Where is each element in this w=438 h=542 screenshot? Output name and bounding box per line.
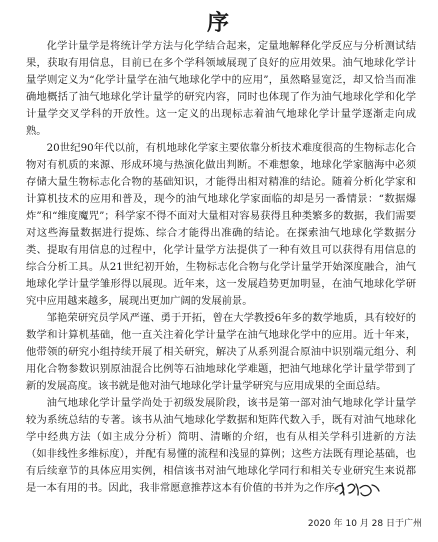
paragraph-2: 20世纪90年代以前，有机地球化学家主要依靠分析技术难度很高的生物标志化合物对有机质的来源、形成环境与热演化做出判断。不难想象，地球化学家脑海中必须存储大量生物标志化合物的基础知识，才能得出相对精准的结论。随着分析化学家和计算机技术的应用和普及，现今的油气地球化学家面临的却是另一番情景：“数据爆炸”和“维度魔咒”；科学家不得不面对大量相对容易获得且种类繁多的数据，我们需要对这些海量数据进行提炼、综合才能得出准确的结论。在探索油气地球化学数据分类、提取有用信息的过程中，化学计量学方法提供了一种有效且可以获得有用信息的综合分析工具。从21世纪初开始，生物标志化合物与化学计量学开始深度融合，油气地球化学计量学雏形得以展现。近年来，这一发展趋势更加明显，在油气地球化学研究中应用越来越多，展现出更加广阔的发展前景。 (26, 142, 416, 307)
preface-date: 2020 年 10 月 28 日于广州 (307, 519, 422, 529)
paragraph-3: 邹艳荣研究员学风严谨、勇于开拓，曾在大学教授6年多的数学地质，具有较好的数学和计算机基础，他一直关注着化学计量学在油气地球化学中的应用。近十年来，他带领的研究小组持续开展了相关研究，解决了从系列混合原油中识别端元组分、利用化合物参数识别原油混合比例等石油地球化学难题，把油气地球化学计量学带到了新的发展高度。该书就是他对油气地球化学计量学研究与应用成果的全面总结。 (26, 312, 416, 392)
preface-body (26, 38, 416, 497)
paragraph-4: 油气地球化学计量学尚处于初级发展阶段，该书是第一部对油气地球化学计量学较为系统总结的专著。该书从油气地球化学数据和矩阵代数入手，既有对油气地球化学中经典方法（如主成分分析）简明、清晰的介绍，也有从相关学科引进新的方法（如非线性多维标度），并配有易懂的流程和浅显的算例；这些方法既有理论基础，也有后续章节的具体应用实例，相信该书对油气地球化学同行和相关专业研究生来说都是一本有用的书。因此，我非常愿意推荐这本有价值的书并为之作序。 (26, 397, 416, 494)
page-title: 序 (206, 11, 231, 36)
paragraph-1: 化学计量学是将统计学方法与化学结合起来，定量地解释化学反应与分析测试结果，获取有用信息，目前已在多个学科领域展现了良好的应用效果。油气地球化学计量学则定义为“化学计量学在油气地球化学中的应用”，虽然略显宽泛，却又恰当而准确地概括了油气地球化学计量学的研究内容，同时也体现了作为油气地球化学和化学计量学交叉学科的开放性。这一定义的出现标志着油气地球化学计量学逐渐走向成熟。 (26, 40, 416, 137)
handwritten-signature (332, 474, 382, 500)
